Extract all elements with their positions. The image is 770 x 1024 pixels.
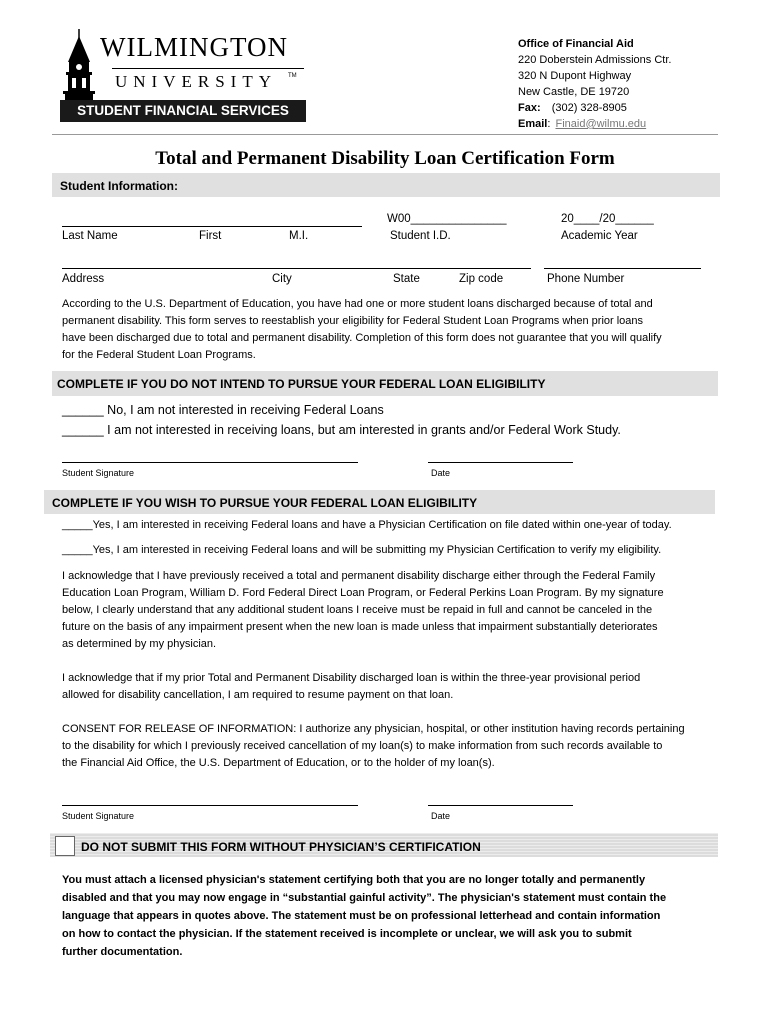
pursue-heading: COMPLETE IF YOU WISH TO PURSUE YOUR FEDERAL LOAN ELIGIBILITY xyxy=(52,496,478,510)
logo-wordmark: WILMINGTON xyxy=(100,32,288,62)
option-yes-submitting-certification[interactable]: _____Yes, I am interested in receiving Federal loans and will be submitting my Physician Certification to verify my eligibility. xyxy=(62,544,662,556)
ack1-line: below, I clearly understand that any additional student loans I receive must be repaid in full and cannot be canceled in the xyxy=(62,604,653,616)
email-label: Email xyxy=(518,118,548,130)
option-yes-certification-on-file[interactable]: _____Yes, I am interested in receiving Federal loans and have a Physician Certification on file dated within one-year of today. xyxy=(62,519,672,531)
fax-label: Fax: xyxy=(518,102,541,114)
warning-paragraph xyxy=(62,871,732,961)
date-line-2[interactable] xyxy=(428,805,573,806)
student-id-field[interactable]: W00_______________ xyxy=(387,213,507,225)
label-address: Address xyxy=(62,273,105,285)
ack2-line: allowed for disability cancellation, I am required to resume payment on that loan. xyxy=(62,689,454,701)
label-city: City xyxy=(272,273,292,285)
warning-line: further documentation. xyxy=(62,946,183,958)
date-label-1: Date xyxy=(431,468,451,478)
intro-line: for the Federal Student Loan Programs. xyxy=(62,349,256,361)
header-rule xyxy=(52,134,718,135)
intro-line: have been discharged due to total and permanent disability. Completion of this form does not guarantee that you will qualify xyxy=(62,332,662,344)
office-line-3: New Castle, DE 19720 xyxy=(518,86,630,98)
label-zip: Zip code xyxy=(459,273,504,285)
ack1-line: as determined by my physician. xyxy=(62,638,217,650)
label-state: State xyxy=(393,273,420,285)
office-fax xyxy=(518,100,758,116)
email-link[interactable]: Finaid@wilmu.edu xyxy=(555,118,647,130)
consent-paragraph xyxy=(62,721,722,772)
ack1-line: I acknowledge that I have previously received a total and permanent disability discharge either through the Federal Family xyxy=(62,570,656,582)
date-line-1[interactable] xyxy=(428,462,573,463)
option-no-federal-loans[interactable]: ______ No, I am not interested in receiving Federal Loans xyxy=(62,403,384,417)
address-line[interactable] xyxy=(62,268,531,269)
label-phone: Phone Number xyxy=(547,273,625,285)
intro-line: permanent disability. This form serves to reestablish your eligibility for Federal Student Loan Programs when prior loans xyxy=(62,315,644,327)
office-title: Office of Financial Aid xyxy=(518,38,634,50)
option-grants-only[interactable]: ______ I am not interested in receiving loans, but am interested in grants and/or Federal Work Study. xyxy=(62,423,621,437)
phone-line[interactable] xyxy=(544,268,701,269)
label-student-id: Student I.D. xyxy=(390,230,451,242)
logo-divider xyxy=(112,68,304,69)
form-title: Total and Permanent Disability Loan Certification Form xyxy=(155,148,615,169)
label-mi: M.I. xyxy=(289,230,309,242)
consent-line: the Financial Aid Office, the U.S. Department of Education, or to the holder of my loan(s). xyxy=(62,757,495,769)
warning-heading: DO NOT SUBMIT THIS FORM WITHOUT PHYSICIAN’S CERTIFICATION xyxy=(81,840,481,854)
label-academic-year: Academic Year xyxy=(561,230,638,242)
ack2-line: I acknowledge that if my prior Total and Permanent Disability discharged loan is within the three-year provisional period xyxy=(62,672,641,684)
not-pursue-heading: COMPLETE IF YOU DO NOT INTEND TO PURSUE YOUR FEDERAL LOAN ELIGIBILITY xyxy=(57,377,546,391)
consent-line: to the disability for which I previously received cancellation of my loan(s) to make information from such records available to xyxy=(62,740,663,752)
intro-line: According to the U.S. Department of Education, you have had one or more student loans discharged because of total and xyxy=(62,298,653,310)
office-line-1: 220 Doberstein Admissions Ctr. xyxy=(518,54,672,66)
signature-line-2[interactable] xyxy=(62,805,358,806)
acknowledgement-paragraph-2 xyxy=(62,670,722,704)
physician-certification-checkbox[interactable] xyxy=(55,836,75,856)
name-line[interactable] xyxy=(62,226,362,227)
student-info-heading: Student Information: xyxy=(60,179,178,193)
warning-line: on how to contact the physician. If the statement received is incomplete or unclear, we will ask you to submit xyxy=(62,928,632,940)
email-separator: : xyxy=(547,118,551,130)
warning-line: language that appears in quotes above. The statement must be on professional letterhead and contain information xyxy=(62,910,661,922)
fax-value: (302) 328-8905 xyxy=(551,102,627,114)
logo-university: UNIVERSITY xyxy=(115,72,277,91)
signature-label-2: Student Signature xyxy=(62,811,135,821)
intro-paragraph xyxy=(62,296,722,364)
university-logo xyxy=(60,28,310,124)
logo-trademark: TM xyxy=(288,73,297,79)
ack1-line: future on the basis of any impairment present when the new loan is made unless that impairment substantially deteriorates xyxy=(62,621,658,633)
warning-line: You must attach a licensed physician's statement certifying both that you are no longer totally and permanently xyxy=(62,874,646,886)
date-label-2: Date xyxy=(431,811,451,821)
acknowledgement-paragraph-1 xyxy=(62,568,722,653)
signature-label-1: Student Signature xyxy=(62,468,135,478)
office-address-block xyxy=(518,36,758,132)
warning-line: disabled and that you may now engage in “substantial gainful activity”. The physician's statement must contain the xyxy=(62,892,667,904)
office-line-2: 320 N Dupont Highway xyxy=(518,70,632,82)
label-first: First xyxy=(199,230,222,242)
office-email xyxy=(518,116,758,132)
logo-band: STUDENT FINANCIAL SERVICES xyxy=(60,100,306,122)
consent-line: CONSENT FOR RELEASE OF INFORMATION: I authorize any physician, hospital, or other institution having records pertaining xyxy=(62,723,685,735)
label-last-name: Last Name xyxy=(62,230,118,242)
signature-line-1[interactable] xyxy=(62,462,358,463)
ack1-line: Education Loan Program, William D. Ford Federal Direct Loan Program, or Federal Perkins Loan Program. By my signature xyxy=(62,587,664,599)
academic-year-field[interactable]: 20____/20______ xyxy=(561,213,654,225)
